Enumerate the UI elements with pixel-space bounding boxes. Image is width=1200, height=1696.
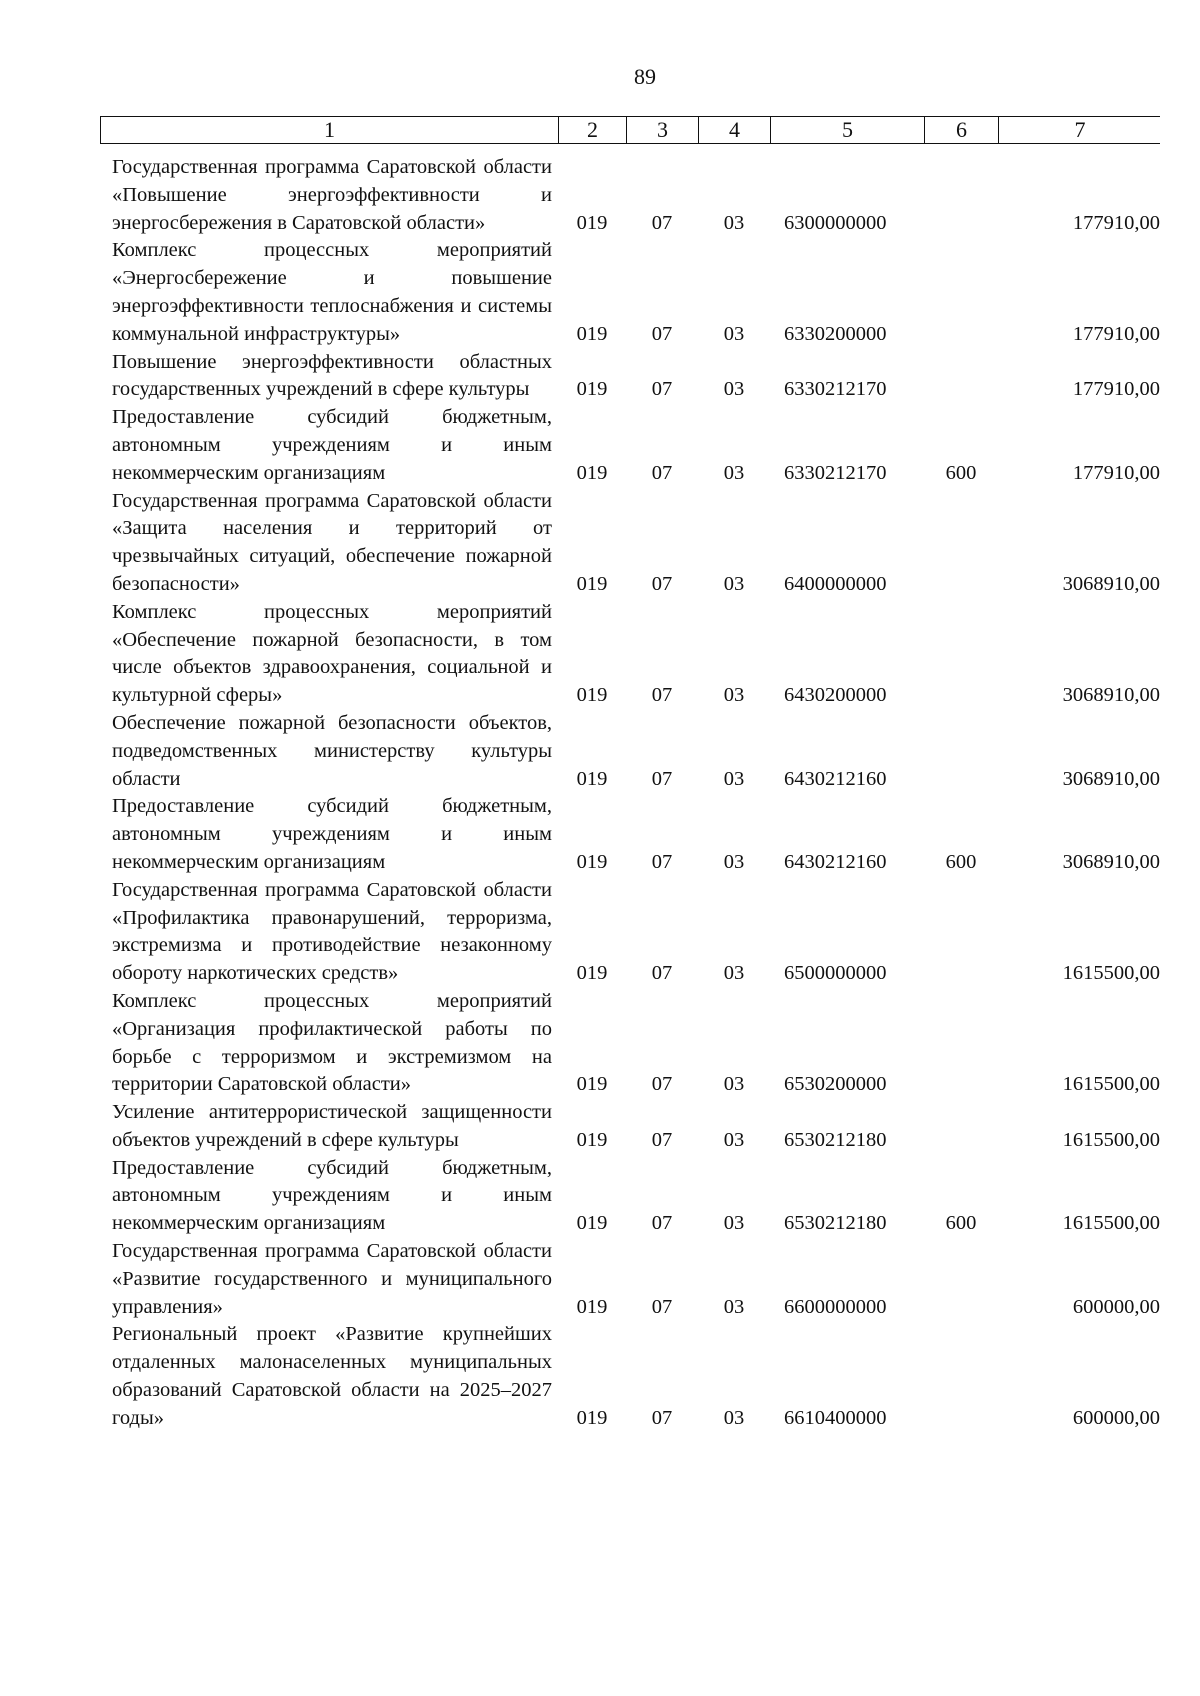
- row-name: Государственная программа Саратовской области «Профилактика правонарушений, терроризма, экстремизма и противодействие незаконному обороту наркотических средств»: [112, 878, 552, 985]
- row-section: 07: [651, 211, 673, 234]
- row-target-code: 6430200000: [784, 684, 887, 707]
- row-subsection: 03: [723, 211, 745, 234]
- row-section: 07: [651, 684, 673, 707]
- row-section: 07: [651, 1073, 673, 1096]
- table-row: [100, 1155, 1160, 1238]
- row-section: 07: [651, 962, 673, 985]
- row-name: Региональный проект «Развитие крупнейших отдаленных малонаселенных муниципальных образований Саратовской области на 2025–2027 годы»: [112, 1323, 552, 1429]
- row-name: Комплекс процессных мероприятий «Организация профилактической работы по борьбе с терроризмом и экстремизмом на территории Саратовской области»: [112, 989, 552, 1096]
- row-ministry: 019: [576, 962, 608, 985]
- row-amount: 177910,00: [1072, 461, 1160, 484]
- budget-table: [100, 116, 1160, 1433]
- table-row: [100, 599, 1160, 710]
- header-col-3: 3: [627, 117, 699, 143]
- row-section: 07: [651, 1212, 673, 1235]
- table-row: [100, 237, 1160, 348]
- row-subsection: 03: [723, 1128, 745, 1151]
- row-name: Усиление антитеррористической защищенности объектов учреждений в сфере культуры: [112, 1101, 552, 1151]
- row-ministry: 019: [576, 1406, 608, 1429]
- row-amount: 1615500,00: [1062, 1128, 1160, 1151]
- row-section: 07: [651, 572, 673, 595]
- table-row: [100, 710, 1160, 793]
- row-ministry: 019: [576, 211, 608, 234]
- row-name: Государственная программа Саратовской области «Развитие государственного и муниципального управления»: [112, 1240, 552, 1318]
- table-row: [100, 793, 1160, 876]
- row-name: Государственная программа Саратовской области «Защита населения и территорий от чрезвычайных ситуаций, обеспечение пожарной безопасности»: [112, 489, 552, 595]
- table-row: [100, 877, 1160, 988]
- row-name: Комплекс процессных мероприятий «Обеспечение пожарной безопасности, в том числе объектов здравоохранения, социальной и культурной сферы»: [112, 600, 552, 707]
- row-name: Повышение энергоэффективности областных государственных учреждений в сфере культуры: [112, 350, 552, 401]
- row-target-code: 6330200000: [784, 322, 887, 345]
- row-name: Государственная программа Саратовской области «Повышение энергоэффективности и энергосбережения в Саратовской области»: [112, 156, 552, 234]
- table-row: [100, 1099, 1160, 1155]
- row-target-code: 6530212180: [784, 1128, 887, 1151]
- row-expense-type: 600: [945, 850, 977, 873]
- row-target-code: 6530212180: [784, 1212, 887, 1235]
- row-amount: 600000,00: [1072, 1406, 1160, 1429]
- row-name: Предоставление субсидий бюджетным, автономным учреждениям и иным некоммерческим организациям: [112, 1156, 552, 1235]
- row-ministry: 019: [576, 850, 608, 873]
- row-amount: 3068910,00: [1062, 684, 1160, 707]
- row-section: 07: [651, 378, 673, 401]
- row-name: Предоставление субсидий бюджетным, автономным учреждениям и иным некоммерческим организациям: [112, 406, 552, 484]
- row-target-code: 6330212170: [784, 461, 887, 484]
- row-section: 07: [651, 1295, 673, 1318]
- row-expense-type: 600: [945, 461, 977, 484]
- row-subsection: 03: [723, 461, 745, 484]
- row-section: 07: [651, 461, 673, 484]
- row-subsection: 03: [723, 1212, 745, 1235]
- row-ministry: 019: [576, 684, 608, 707]
- row-amount: 3068910,00: [1062, 850, 1160, 873]
- table-row: [100, 154, 1160, 237]
- row-amount: 1615500,00: [1062, 1073, 1160, 1096]
- row-ministry: 019: [576, 1295, 608, 1318]
- header-col-1: 1: [101, 117, 559, 143]
- row-target-code: 6430212160: [784, 767, 887, 790]
- row-amount: 177910,00: [1072, 378, 1160, 401]
- row-name: Обеспечение пожарной безопасности объектов, подведомственных министерству культуры области: [112, 711, 552, 790]
- row-ministry: 019: [576, 1212, 608, 1235]
- row-target-code: 6400000000: [784, 572, 887, 595]
- row-section: 07: [651, 322, 673, 345]
- header-col-2: 2: [559, 117, 627, 143]
- row-subsection: 03: [723, 378, 745, 401]
- row-section: 07: [651, 1406, 673, 1429]
- row-amount: 1615500,00: [1062, 1212, 1160, 1235]
- table-row: [100, 349, 1160, 405]
- header-col-5: 5: [771, 117, 925, 143]
- row-amount: 3068910,00: [1062, 767, 1160, 790]
- row-subsection: 03: [723, 850, 745, 873]
- table-row: [100, 404, 1160, 487]
- row-amount: 3068910,00: [1062, 572, 1160, 595]
- row-ministry: 019: [576, 572, 608, 595]
- row-name: Комплекс процессных мероприятий «Энергосбережение и повышение энергоэффективности теплоснабжения и системы коммунальной инфраструктуры»: [112, 239, 552, 345]
- table-header: [100, 116, 1160, 144]
- table-row: [100, 1321, 1160, 1432]
- row-subsection: 03: [723, 1406, 745, 1429]
- row-subsection: 03: [723, 1295, 745, 1318]
- row-target-code: 6530200000: [784, 1073, 887, 1096]
- row-target-code: 6610400000: [784, 1406, 887, 1429]
- row-ministry: 019: [576, 378, 608, 401]
- row-subsection: 03: [723, 1073, 745, 1096]
- row-ministry: 019: [576, 322, 608, 345]
- row-ministry: 019: [576, 1128, 608, 1151]
- row-section: 07: [651, 850, 673, 873]
- row-subsection: 03: [723, 767, 745, 790]
- row-ministry: 019: [576, 461, 608, 484]
- table-row: [100, 988, 1160, 1099]
- row-ministry: 019: [576, 1073, 608, 1096]
- row-target-code: 6330212170: [784, 378, 887, 401]
- row-subsection: 03: [723, 572, 745, 595]
- row-amount: 1615500,00: [1062, 962, 1160, 985]
- header-col-6: 6: [925, 117, 999, 143]
- row-target-code: 6430212160: [784, 850, 887, 873]
- row-subsection: 03: [723, 322, 745, 345]
- table-row: [100, 1238, 1160, 1321]
- page-number: 89: [634, 64, 656, 89]
- header-col-4: 4: [699, 117, 771, 143]
- row-target-code: 6300000000: [784, 211, 887, 234]
- row-target-code: 6500000000: [784, 962, 887, 985]
- row-target-code: 6600000000: [784, 1295, 887, 1318]
- row-amount: 177910,00: [1072, 211, 1160, 234]
- row-subsection: 03: [723, 684, 745, 707]
- row-subsection: 03: [723, 962, 745, 985]
- row-expense-type: 600: [945, 1212, 977, 1235]
- table-body: [100, 154, 1160, 1433]
- row-section: 07: [651, 767, 673, 790]
- header-col-7: 7: [1074, 117, 1086, 142]
- row-amount: 600000,00: [1072, 1295, 1160, 1318]
- row-section: 07: [651, 1128, 673, 1151]
- row-name: Предоставление субсидий бюджетным, автономным учреждениям и иным некоммерческим организациям: [112, 795, 552, 873]
- row-amount: 177910,00: [1072, 322, 1160, 345]
- table-row: [100, 488, 1160, 599]
- row-ministry: 019: [576, 767, 608, 790]
